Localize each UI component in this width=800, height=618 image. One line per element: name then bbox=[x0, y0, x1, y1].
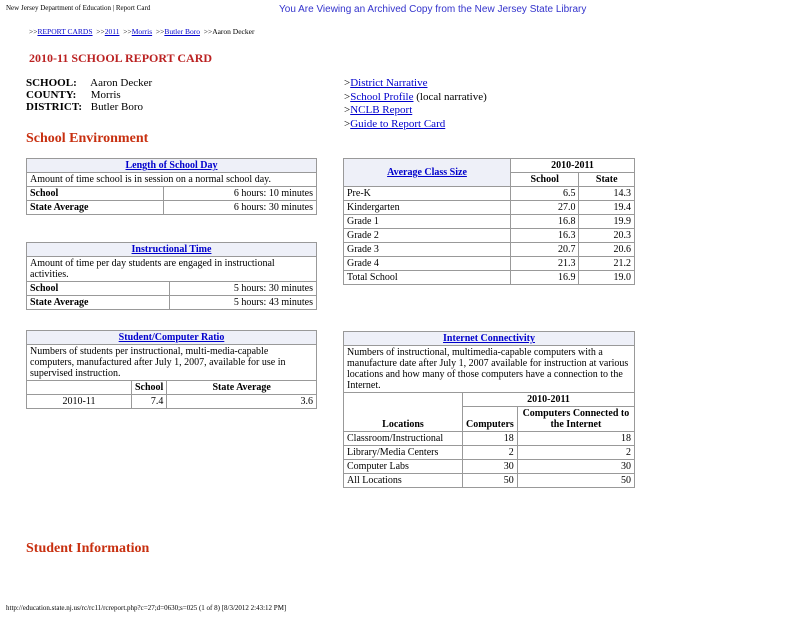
internet-link[interactable]: Internet Connectivity bbox=[443, 333, 535, 344]
table-row: State Average 6 hours: 30 minutes bbox=[27, 201, 317, 215]
class-size-table: Average Class Size 2010-2011 School State Pre-K 6.5 14.3 Kindergarten 27.0 19.4 Grade 1 16.8 19.9 Grade 2 16.3 20.3 Grade 3 20.7 20.6 Grade 4 21.3 21.2 Total School 16.9 19.0 bbox=[343, 158, 635, 285]
length-of-day-desc: Amount of time school is in session on a normal school day. bbox=[27, 173, 317, 187]
table-row: Classroom/Instructional 18 18 bbox=[344, 432, 635, 446]
table-row: Grade 4 21.3 21.2 bbox=[344, 257, 635, 271]
instructional-time-desc: Amount of time per day students are engaged in instructional activities. bbox=[27, 257, 317, 282]
computer-ratio-header bbox=[27, 331, 317, 345]
length-of-day-table bbox=[26, 158, 317, 215]
table-row: Grade 2 16.3 20.3 bbox=[344, 229, 635, 243]
class-size-header bbox=[344, 159, 511, 187]
page-header-left: New Jersey Department of Education | Report Card bbox=[6, 4, 151, 12]
table-row: Computer Labs 30 30 bbox=[344, 460, 635, 474]
archive-banner: You Are Viewing an Archived Copy from the New Jersey State Library bbox=[279, 4, 587, 15]
table-row: Pre-K 6.5 14.3 bbox=[344, 187, 635, 201]
class-size-year: 2010-2011 bbox=[511, 159, 635, 173]
school-name: Aaron Decker bbox=[90, 77, 153, 89]
internet-table: Internet Connectivity Numbers of instructional, multimedia-capable computers with a manufacture date after July 1, 2007 available for instruction at various locations and how many of those computers have a connection to the Internet. Locations 2010-2011 Computers Computers Connected to the Internet Classroom/Instructional 18 18 Library/Media Centers 2 2 Computer Labs 30 30 All Locations 50 50 bbox=[343, 331, 635, 488]
table-row: 2010-11 7.4 3.6 bbox=[27, 395, 317, 409]
county-label: COUNTY: bbox=[26, 89, 77, 101]
length-of-day-link[interactable]: Length of School Day bbox=[125, 160, 218, 171]
section-student-information: Student Information bbox=[26, 541, 150, 556]
nclb-report-link[interactable]: NCLB Report bbox=[350, 104, 413, 117]
length-of-day-header bbox=[27, 159, 317, 173]
county-name: Morris bbox=[90, 89, 121, 101]
computer-ratio-link[interactable]: Student/Computer Ratio bbox=[118, 332, 225, 343]
class-size-link[interactable]: Average Class Size bbox=[387, 167, 467, 178]
breadcrumb-year[interactable]: 2011 bbox=[104, 27, 120, 36]
table-row: Grade 1 16.8 19.9 bbox=[344, 215, 635, 229]
computer-ratio-table: Student/Computer Ratio Numbers of students per instructional, multi-media-capable computers, manufactured after July 1, 2007, available for use in supervised instruction. School State Average 2010-11 7.4 3.6 bbox=[26, 330, 317, 409]
page-footer-url: http://education.state.nj.us/rc/rc11/rcreport.php?c=27;d=0630;s=025 (1 of 8) [8/3/2012 2:43:12 PM] bbox=[6, 604, 287, 612]
school-profile-link[interactable]: School Profile bbox=[350, 90, 414, 103]
breadcrumb: >>REPORT CARDS >>2011 >>Morris >>Butler Boro >>Aaron Decker bbox=[29, 27, 255, 36]
table-row: Grade 3 20.7 20.6 bbox=[344, 243, 635, 257]
page-title: 2010-11 SCHOOL REPORT CARD bbox=[29, 51, 213, 65]
table-row: State Average 5 hours: 43 minutes bbox=[27, 296, 317, 310]
district-name: Butler Boro bbox=[90, 101, 143, 113]
table-row: All Locations 50 50 bbox=[344, 474, 635, 488]
instructional-time-table bbox=[26, 242, 317, 310]
internet-header bbox=[344, 332, 635, 346]
school-profile-suffix: (local narrative) bbox=[416, 90, 487, 103]
breadcrumb-current: Aaron Decker bbox=[212, 27, 255, 36]
related-links: >District Narrative >School Profile (local narrative) >NCLB Report >Guide to Report Card bbox=[344, 77, 487, 131]
district-narrative-link[interactable]: District Narrative bbox=[350, 77, 428, 89]
section-school-environment: School Environment bbox=[26, 131, 149, 146]
breadcrumb-county[interactable]: Morris bbox=[131, 27, 153, 36]
table-row: School 6 hours: 10 minutes bbox=[27, 187, 317, 201]
internet-desc: Numbers of instructional, multimedia-capable computers with a manufacture date after July 1, 2007 available for instruction at various locations and how many of those computers have a connection to the Internet. bbox=[344, 346, 635, 393]
district-label: DISTRICT: bbox=[26, 101, 83, 113]
computer-ratio-desc: Numbers of students per instructional, multi-media-capable computers, manufactured after July 1, 2007, available for use in supervised instruction. bbox=[27, 345, 317, 381]
instructional-time-header bbox=[27, 243, 317, 257]
school-info bbox=[26, 77, 152, 113]
table-row: School 5 hours: 30 minutes bbox=[27, 282, 317, 296]
instructional-time-link[interactable]: Instructional Time bbox=[131, 244, 212, 255]
table-row: Total School 16.9 19.0 bbox=[344, 271, 635, 285]
table-row: Library/Media Centers 2 2 bbox=[344, 446, 635, 460]
guide-link[interactable]: Guide to Report Card bbox=[350, 118, 446, 131]
table-row: Kindergarten 27.0 19.4 bbox=[344, 201, 635, 215]
school-label: SCHOOL: bbox=[26, 77, 77, 89]
breadcrumb-district[interactable]: Butler Boro bbox=[164, 27, 200, 36]
internet-year: 2010-2011 bbox=[463, 393, 635, 407]
breadcrumb-report-cards[interactable]: REPORT CARDS bbox=[37, 27, 93, 36]
